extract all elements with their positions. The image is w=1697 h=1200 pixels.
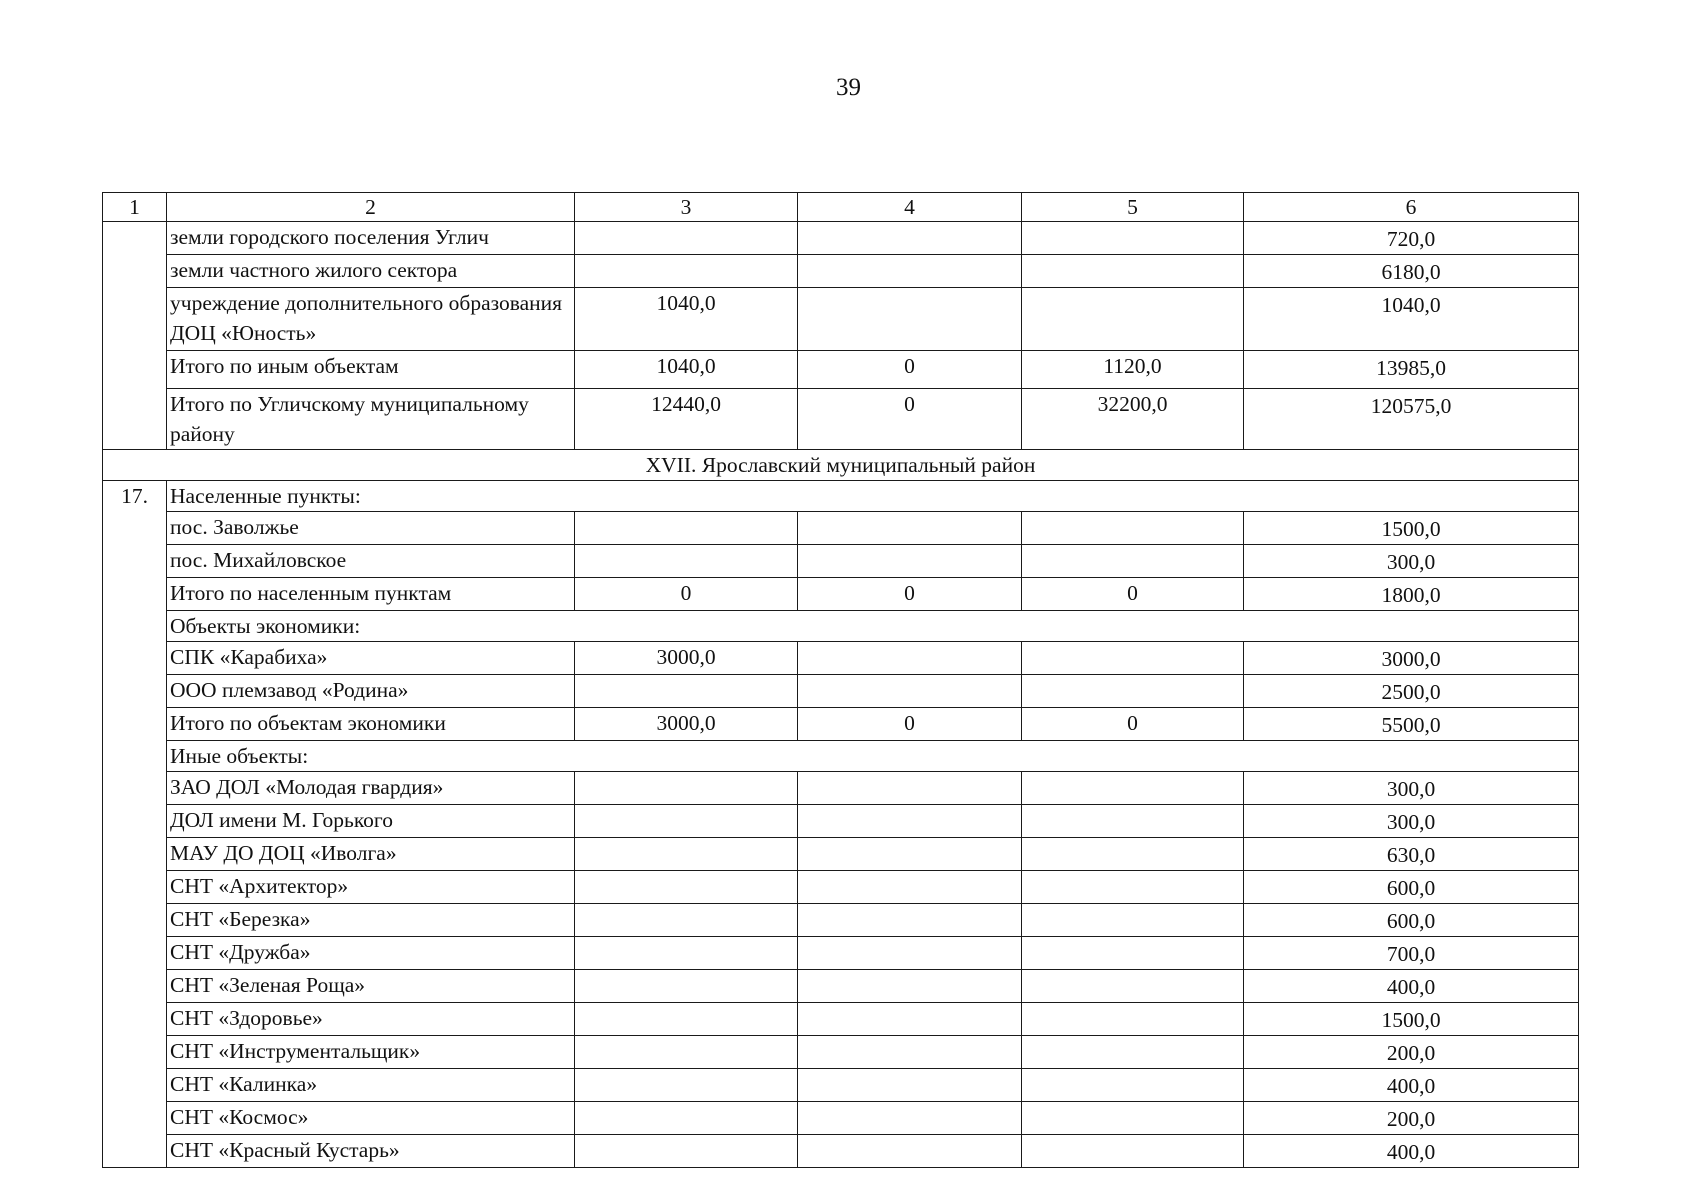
row-name: СНТ «Здоровье» [167, 1003, 575, 1036]
column-header: 1 [103, 193, 167, 222]
cell-col6: 720,0 [1244, 222, 1579, 255]
cell-col6: 1500,0 [1244, 512, 1579, 545]
cell-col3: 3000,0 [575, 642, 798, 675]
cell-col6: 300,0 [1244, 545, 1579, 578]
table-row [103, 838, 1579, 871]
cell-col5 [1022, 1135, 1244, 1168]
table-row [103, 1102, 1579, 1135]
table-row [103, 512, 1579, 545]
cell-col3 [575, 904, 798, 937]
cell-col6: 300,0 [1244, 772, 1579, 805]
column-header: 5 [1022, 193, 1244, 222]
cell-col5 [1022, 1102, 1244, 1135]
cell-col4 [798, 512, 1022, 545]
row-name: пос. Михайловское [167, 545, 575, 578]
table-row [103, 1069, 1579, 1102]
cell-col6: 600,0 [1244, 904, 1579, 937]
cell-col6: 700,0 [1244, 937, 1579, 970]
cell-col4 [798, 904, 1022, 937]
table-row [103, 871, 1579, 904]
cell-col4 [798, 1036, 1022, 1069]
index-cell [103, 222, 167, 450]
cell-col6: 6180,0 [1244, 255, 1579, 288]
cell-col3 [575, 675, 798, 708]
table-row [103, 937, 1579, 970]
cell-col3 [575, 1102, 798, 1135]
table-row [103, 222, 1579, 255]
cell-col3: 1040,0 [575, 288, 798, 351]
cell-col6: 120575,0 [1244, 389, 1579, 450]
cell-col6: 400,0 [1244, 1069, 1579, 1102]
cell-col5: 1120,0 [1022, 351, 1244, 389]
cell-col4 [798, 675, 1022, 708]
table-row [103, 805, 1579, 838]
cell-col5: 32200,0 [1022, 389, 1244, 450]
cell-col6: 1040,0 [1244, 288, 1579, 351]
group-header-row [103, 481, 1579, 512]
cell-col3 [575, 970, 798, 1003]
table-row [103, 1036, 1579, 1069]
cell-col5 [1022, 545, 1244, 578]
cell-col4 [798, 805, 1022, 838]
row-name: СНТ «Красный Кустарь» [167, 1135, 575, 1168]
row-name: земли городского поселения Углич [167, 222, 575, 255]
table-row [103, 578, 1579, 611]
cell-col5 [1022, 255, 1244, 288]
cell-col3 [575, 772, 798, 805]
cell-col4 [798, 970, 1022, 1003]
cell-col5 [1022, 871, 1244, 904]
cell-col5 [1022, 937, 1244, 970]
cell-col4 [798, 772, 1022, 805]
cell-col4: 0 [798, 578, 1022, 611]
cell-col5 [1022, 1069, 1244, 1102]
cell-col4: 0 [798, 389, 1022, 450]
cell-col6: 2500,0 [1244, 675, 1579, 708]
table-row [103, 255, 1579, 288]
row-name: Итого по иным объектам [167, 351, 575, 389]
cell-col3 [575, 222, 798, 255]
cell-col4 [798, 1135, 1022, 1168]
cell-col5 [1022, 222, 1244, 255]
cell-col4 [798, 545, 1022, 578]
cell-col4 [798, 222, 1022, 255]
table-row [103, 675, 1579, 708]
table-row [103, 351, 1579, 389]
cell-col6: 630,0 [1244, 838, 1579, 871]
cell-col3 [575, 805, 798, 838]
cell-col3: 12440,0 [575, 389, 798, 450]
cell-col5 [1022, 970, 1244, 1003]
cell-col5 [1022, 512, 1244, 545]
allocation-table [102, 192, 1579, 1168]
table-row [103, 708, 1579, 741]
cell-col4 [798, 255, 1022, 288]
row-name: СНТ «Инструментальщик» [167, 1036, 575, 1069]
cell-col3 [575, 1036, 798, 1069]
cell-col4: 0 [798, 708, 1022, 741]
cell-col3 [575, 545, 798, 578]
cell-col5 [1022, 675, 1244, 708]
row-name: Итого по Угличскому муниципальному району [167, 389, 575, 450]
row-name: МАУ ДО ДОЦ «Иволга» [167, 838, 575, 871]
row-name: учреждение дополнительного образования ДОЦ «Юность» [167, 288, 575, 351]
cell-col6: 13985,0 [1244, 351, 1579, 389]
cell-col4 [798, 1069, 1022, 1102]
row-name: Итого по объектам экономики [167, 708, 575, 741]
column-header: 2 [167, 193, 575, 222]
row-name: ООО племзавод «Родина» [167, 675, 575, 708]
page-number: 39 [836, 74, 861, 101]
cell-col5 [1022, 904, 1244, 937]
cell-col6: 200,0 [1244, 1102, 1579, 1135]
row-name: СНТ «Калинка» [167, 1069, 575, 1102]
column-header-row [103, 193, 1579, 222]
row-name: СНТ «Зеленая Роща» [167, 970, 575, 1003]
cell-col3: 1040,0 [575, 351, 798, 389]
row-name: СНТ «Дружба» [167, 937, 575, 970]
cell-col6: 300,0 [1244, 805, 1579, 838]
table-row [103, 642, 1579, 675]
cell-col4 [798, 1102, 1022, 1135]
row-name: пос. Заволжье [167, 512, 575, 545]
row-name: земли частного жилого сектора [167, 255, 575, 288]
table-row [103, 772, 1579, 805]
row-name: СНТ «Березка» [167, 904, 575, 937]
cell-col6: 600,0 [1244, 871, 1579, 904]
table-row [103, 545, 1579, 578]
cell-col4 [798, 871, 1022, 904]
row-name: Итого по населенным пунктам [167, 578, 575, 611]
cell-col6: 1800,0 [1244, 578, 1579, 611]
row-name: СНТ «Архитектор» [167, 871, 575, 904]
cell-col4 [798, 642, 1022, 675]
cell-col3: 3000,0 [575, 708, 798, 741]
group-header-row [103, 611, 1579, 642]
cell-col6: 400,0 [1244, 1135, 1579, 1168]
group-label: Населенные пункты: [167, 481, 1579, 512]
cell-col5 [1022, 1036, 1244, 1069]
cell-col5 [1022, 772, 1244, 805]
cell-col6: 400,0 [1244, 970, 1579, 1003]
cell-col6: 200,0 [1244, 1036, 1579, 1069]
cell-col5 [1022, 288, 1244, 351]
cell-col4 [798, 1003, 1022, 1036]
table-row [103, 288, 1579, 351]
cell-col4 [798, 937, 1022, 970]
group-header-row [103, 741, 1579, 772]
cell-col6: 5500,0 [1244, 708, 1579, 741]
cell-col5 [1022, 805, 1244, 838]
cell-col3 [575, 871, 798, 904]
cell-col5 [1022, 838, 1244, 871]
table-row [103, 1135, 1579, 1168]
table-row [103, 1003, 1579, 1036]
group-label: Иные объекты: [167, 741, 1579, 772]
column-header: 3 [575, 193, 798, 222]
cell-col6: 1500,0 [1244, 1003, 1579, 1036]
section-title: XVII. Ярославский муниципальный район [103, 450, 1579, 481]
cell-col6: 3000,0 [1244, 642, 1579, 675]
row-name: СНТ «Космос» [167, 1102, 575, 1135]
cell-col3: 0 [575, 578, 798, 611]
cell-col4 [798, 288, 1022, 351]
cell-col5 [1022, 1003, 1244, 1036]
cell-col5: 0 [1022, 708, 1244, 741]
cell-col3 [575, 1003, 798, 1036]
cell-col5: 0 [1022, 578, 1244, 611]
table-row [103, 389, 1579, 450]
column-header: 6 [1244, 193, 1579, 222]
column-header: 4 [798, 193, 1022, 222]
cell-col3 [575, 255, 798, 288]
row-name: СПК «Карабиха» [167, 642, 575, 675]
row-name: ДОЛ имени М. Горького [167, 805, 575, 838]
cell-col5 [1022, 642, 1244, 675]
cell-col3 [575, 937, 798, 970]
section-header-row [103, 450, 1579, 481]
table-row [103, 970, 1579, 1003]
cell-col3 [575, 838, 798, 871]
row-name: ЗАО ДОЛ «Молодая гвардия» [167, 772, 575, 805]
cell-col3 [575, 512, 798, 545]
cell-col3 [575, 1069, 798, 1102]
cell-col4 [798, 838, 1022, 871]
cell-col3 [575, 1135, 798, 1168]
group-label: Объекты экономики: [167, 611, 1579, 642]
table-row [103, 904, 1579, 937]
cell-col4: 0 [798, 351, 1022, 389]
row-index: 17. [103, 481, 167, 1168]
